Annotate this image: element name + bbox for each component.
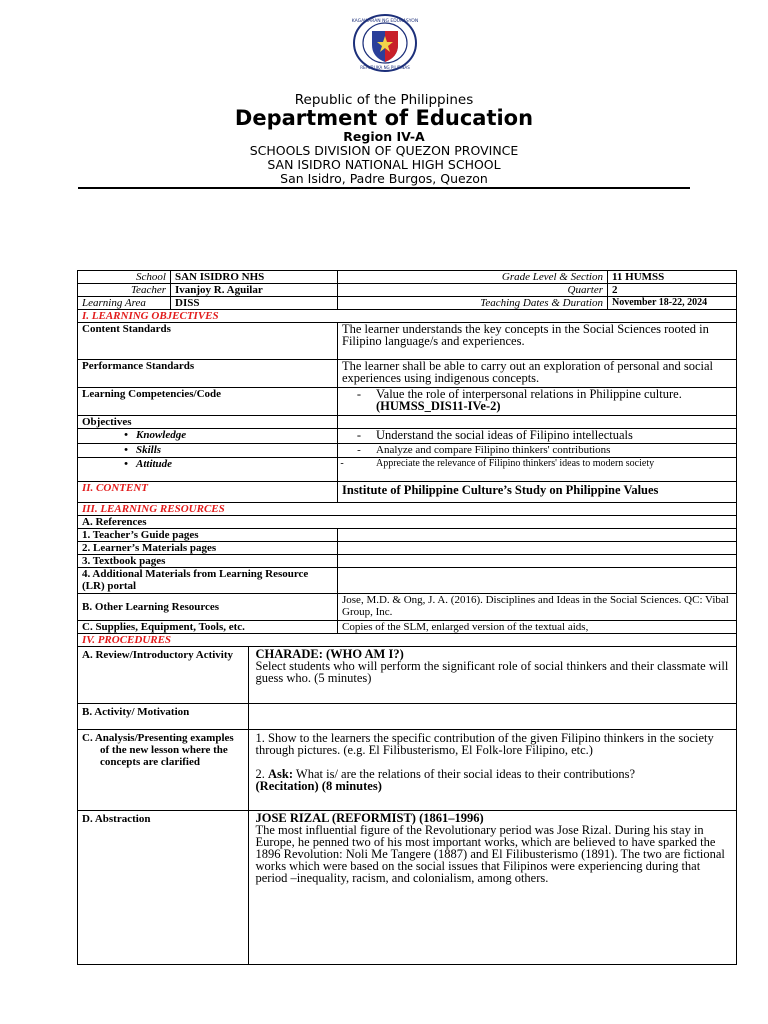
info-row-teacher [78,284,737,297]
rizal-text: The most influential figure of the Revolutionary period was Jose Rizal. During his stay in Europe, he penned two of his most important works, which are believed to have sparked the 1896 Revolution: Noli Me Tangere (1887) and El Filibusterismo (1891). The two are fictional works which were based on the social issues that Filipinos were experiencing during that period –inequality, racism, and colonialism, among others. [255,823,725,885]
content-heading: II. CONTENT [78,482,338,503]
skills-label: Skills [136,444,162,456]
competencies-value: Value the role of interpersonal relations in Philippine culture. [376,387,682,401]
attitude-value: Appreciate the relevance of Filipino thinkers' ideas to modern society [376,458,655,469]
school-address: San Isidro, Padre Burgos, Quezon [280,171,488,186]
objectives-heading: I. LEARNING OBJECTIVES [78,310,737,323]
bullet-icon: • [124,458,128,470]
charade-text: Select students who will perform the significant role of social thinkers and their classmate will guess who. (5 minutes) [255,659,729,685]
other-resources-value: Jose, M.D. & Ong, J. A. (2016). Disciplines and Ideas in the Social Sciences. QC: Vibal Group, Inc. [338,594,737,621]
tb-label: 3. Textbook pages [78,555,338,568]
skills-value: Analyze and compare Filipino thinkers' contributions [376,444,611,456]
analysis-text-2: What is/ are the relations of their social ideas to their contributions? [293,767,636,781]
charade-title: CHARADE: (WHO AM I?) [255,647,404,661]
supplies-label: C. Supplies, Equipment, Tools, etc. [78,621,338,634]
teacher-value: Ivanjoy R. Aguilar [171,284,338,297]
references-label: A. References [78,516,737,529]
objectives-label: Objectives [78,416,338,429]
school-name: SAN ISIDRO NATIONAL HIGH SCHOOL [267,157,501,172]
rizal-title: JOSE RIZAL (REFORMIST) (1861–1996) [255,811,484,825]
quarter-value: 2 [608,284,737,297]
department-title: Department of Education [234,106,534,130]
knowledge-label: Knowledge [136,429,187,441]
review-activity-label: A. Review/Introductory Activity [82,649,234,661]
grade-value: 11 HUMSS [608,271,737,284]
additional-materials-label: 4. Additional Materials from Learning Resource (LR) portal [78,568,338,594]
lm-label: 2. Learner’s Materials pages [78,542,338,555]
area-label: Learning Area [78,297,171,310]
performance-standards-value: The learner shall be able to carry out an exploration of personal and social experiences using indigenous concepts. [338,360,737,388]
recitation-text: (Recitation) (8 minutes) [255,779,382,793]
abstraction-label: D. Abstraction [82,813,151,825]
dates-label: Teaching Dates & Duration [338,297,608,310]
svg-text:KAGAWARAN NG EDUKASYON: KAGAWARAN NG EDUKASYON [351,19,419,24]
knowledge-value: Understand the social ideas of Filipino intellectuals [376,428,633,442]
region-text: Region IV-A [343,129,425,144]
deped-seal-logo [351,14,419,72]
grade-label: Grade Level & Section [338,271,608,284]
info-row-area [78,297,737,310]
content-standards-value: The learner understands the key concepts in the Social Sciences rooted in Filipino language/s and experiences. [338,323,737,360]
bullet-icon: • [124,429,128,441]
other-resources-label: B. Other Learning Resources [78,594,338,621]
dates-value: November 18-22, 2024 [608,297,737,310]
school-label: School [78,271,171,284]
analysis-label: C. Analysis/Presenting examples of the new lesson where the concepts are clarified [82,732,234,768]
attitude-label: Attitude [136,458,173,470]
content-value: Institute of Philippine Culture’s Study on Philippine Values [338,482,737,503]
info-row-school [78,271,737,284]
supplies-value: Copies of the SLM, enlarged version of the textual aids, [338,621,737,634]
bullet-icon: • [124,444,128,456]
dash-marker: - [356,387,362,401]
performance-standards-label: Performance Standards [78,360,338,388]
competencies-label: Learning Competencies/Code [78,388,338,416]
ask-label: Ask: [268,767,294,781]
header-divider [78,187,690,189]
svg-text:REPUBLIKA NG PILIPINAS: REPUBLIKA NG PILIPINAS [360,65,410,70]
content-standards-label: Content Standards [78,323,338,360]
tg-label: 1. Teacher’s Guide pages [78,529,338,542]
quarter-label: Quarter [338,284,608,297]
republic-text: Republic of the Philippines [294,92,474,108]
division-text: SCHOOLS DIVISION OF QUEZON PROVINCE [249,143,519,158]
analysis-text-1: 1. Show to the learners the specific contribution of the given Filipino thinkers in the society through pictures. (e.g. El Filibusterismo, El Folk-lore Filipino, etc.) [255,731,714,757]
area-value: DISS [171,297,338,310]
motivation-label: B. Activity/ Motivation [82,706,190,718]
lesson-plan-table: School SAN ISIDRO NHS Grade Level & Section 11 HUMSS Teacher Ivanjoy R. Aguilar Quarter 2 Learning Area DISS Teaching Dates & Duration November 18-22, 2024 I. LEARNING OBJECTIVES Content Standards The learner understands the key concepts in the Social Sciences rooted in Filipino language/s and experiences. Performance Standards The learner shall be able to carry out an exploration of personal and social experiences using indigenous concepts. Learning Competencies/Code - Value the role of interpersonal relations in Philippine culture. (HUMSS_DIS11-IVe-2) Objectives • Knowledge - Understand the social ideas of Filipino intellectuals • Skills - Analyze and compare Filipino thinkers' contributions • Attitude - Appreciate the relevance of Filipino thinkers' ideas to modern society II. CONTENT Institute of Philippine Culture’s Study on Philippine Values III. LEARNING RESOURCES A. References 1. Teacher’s Guide pages 2. Learner’s Materials pages 3. Textbook pages 4. Additional Materials from Learning Resource (LR) portal B. Other Learning Resources Jose, M.D. & Ong, J. A. (2016). Disciplines and Ideas in the Social Sciences. QC: Vibal Group, Inc. C. Supplies, Equipment, Tools, etc. Copies of the SLM, enlarged version of the textual aids, IV. PROCEDURES A. Review/Introductory Activity CHARADE: (WHO AM I?) Select students who will perform the significant role of social thinkers and their classmate will guess who. (5 minutes) B. Activity/ Motivation C. Analysis/Presenting examples of the new lesson where the concepts are clarified 1. Show to the learners the specific contribution of the given Filipino thinkers in the society through pictures. (e.g. El Filibusterismo, El Folk-lore Filipino, etc.) 2. Ask: What is/ are the relations of their social ideas to their contributions? (Recitation) (8 minutes) D. Abstraction JOSE RIZAL (REFORMIST) (1861–1996) The most influential figure of the Revolutionary period was Jose Rizal. During his stay in Europe, he penned two of his most important works, which are believed to have sparked the 1896 Revolution: Noli Me Tangere (1887) and El Filibusterismo (1891). The two are fictional works which were based on the social issues that Filipinos were experiencing during that period –inequality, racism, and colonialism, among others. [77,270,737,965]
school-value: SAN ISIDRO NHS [171,271,338,284]
teacher-label: Teacher [78,284,171,297]
procedures-heading: IV. PROCEDURES [78,634,737,647]
resources-heading: III. LEARNING RESOURCES [78,503,737,516]
competencies-code: (HUMSS_DIS11-IVe-2) [376,399,501,413]
